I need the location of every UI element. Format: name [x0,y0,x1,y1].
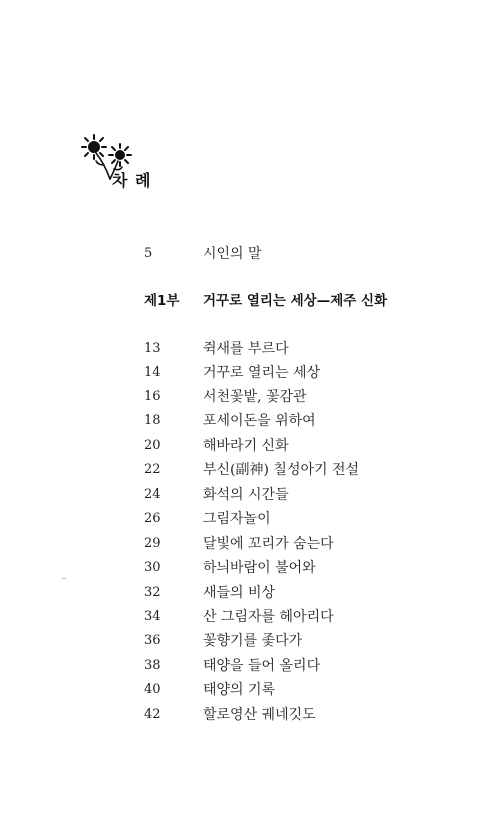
entry-title: 포세이돈을 위하여 [203,413,316,429]
toc-entry[interactable] [0,533,500,555]
page-number: 42 [144,707,161,722]
entry-title: 쥑새를 부르다 [203,341,289,357]
toc-entry[interactable] [0,679,500,701]
page-number: 24 [144,487,161,502]
page-number: 20 [144,438,161,453]
page-number: 38 [144,658,161,673]
page-number: 5 [144,246,153,261]
page-number: 29 [144,536,161,551]
entry-title: 태양을 들어 올리다 [203,658,321,674]
toc-entry[interactable] [0,435,500,457]
page-number: 18 [144,413,161,428]
page-number: 22 [144,462,161,477]
page-number: 32 [144,585,161,600]
entry-title: 꽃향기를 좇다가 [203,633,303,649]
toc-entry[interactable] [0,606,500,628]
part-title: 거꾸로 열리는 세상—제주 신화 [203,293,388,309]
entry-title: 시인의 말 [203,246,262,262]
page-number: 34 [144,609,161,624]
toc-entry[interactable] [0,582,500,604]
toc-entry[interactable] [0,484,500,506]
toc-entry[interactable] [0,362,500,384]
toc-entry[interactable] [0,386,500,408]
toc-heading: 차 례 [112,171,152,190]
toc-entry[interactable] [0,557,500,579]
entry-title: 화석의 시간들 [203,487,289,503]
toc-entry-preface[interactable] [0,243,500,265]
entry-title: 거꾸로 열리는 세상 [203,365,321,381]
entry-title: 산 그림자를 헤아리다 [203,609,334,625]
toc-entry[interactable] [0,459,500,481]
entry-title: 해바라기 신화 [203,438,289,454]
entry-title: 서천꽃밭, 꽃감관 [203,389,307,405]
entry-title: 달빛에 꼬리가 숨는다 [203,536,334,552]
page-number: 16 [144,389,161,404]
toc-entry[interactable] [0,704,500,726]
entry-title: 하늬바람이 불어와 [203,560,316,576]
entry-title: 태양의 기록 [203,682,276,698]
margin-mark [62,578,66,579]
page-number: 36 [144,633,161,648]
toc-entry[interactable] [0,630,500,652]
toc-entry[interactable] [0,410,500,432]
page-number: 26 [144,511,161,526]
entry-title: 그림자놀이 [203,511,271,527]
entry-title: 할로영산 궤네깃도 [203,707,316,723]
entry-title: 새들의 비상 [203,585,276,601]
part-label: 제1부 [144,293,180,309]
entry-title: 부신(副神) 칠성아기 전설 [203,462,360,478]
toc-entry[interactable] [0,338,500,360]
toc-entry[interactable] [0,655,500,677]
page-number: 13 [144,341,161,356]
page-number: 14 [144,365,161,380]
toc-entry[interactable] [0,508,500,530]
page-number: 30 [144,560,161,575]
page-number: 40 [144,682,161,697]
